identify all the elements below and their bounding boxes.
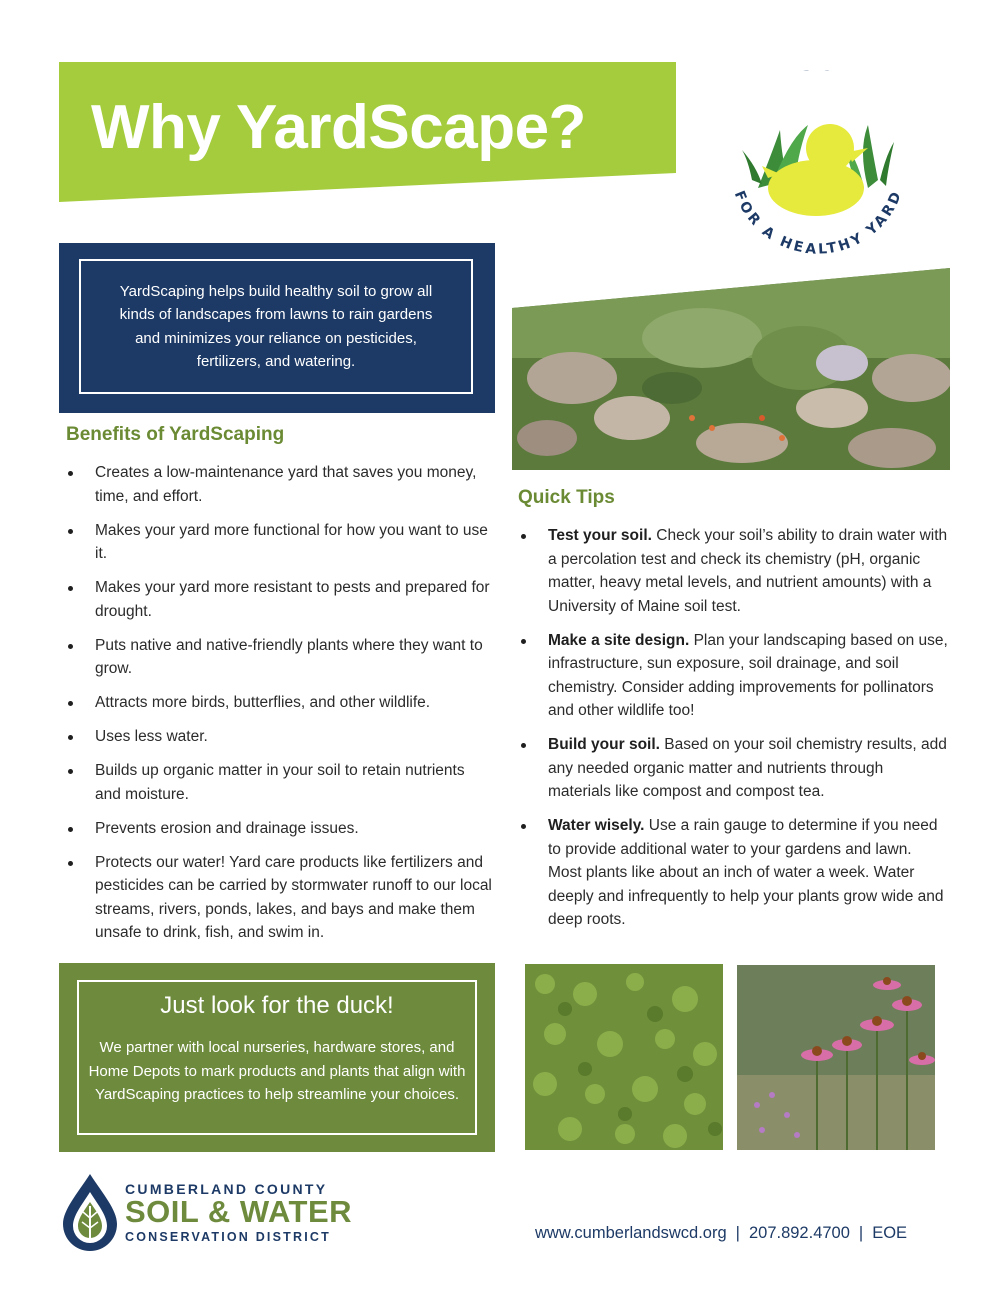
duck-callout-text: We partner with local nurseries, hardware stores, and Home Depots to mark products and plants that align with YardScaping practices to help streamline your choices.	[88, 1039, 466, 1103]
list-item	[519, 814, 949, 932]
list-item	[519, 524, 949, 618]
quick-tips-heading: Quick Tips	[518, 487, 615, 508]
clover-photo	[525, 964, 723, 1150]
list-item: Makes your yard more resistant to pests and prepared for drought.	[66, 576, 492, 623]
list-item	[519, 733, 949, 804]
bullet-icon	[68, 471, 73, 476]
title-banner	[59, 62, 676, 202]
separator: |	[858, 1224, 864, 1242]
benefits-heading: Benefits of YardScaping	[66, 424, 285, 445]
intro-text: YardScaping helps build healthy soil to grow all kinds of landscapes from lawns to rain gardens and minimizes your reliance on pesticides, fertilizers, and watering.	[119, 282, 433, 370]
list-item: Creates a low-maintenance yard that saves you money, time, and effort.	[66, 461, 492, 508]
list-item: Makes your yard more functional for how you want to use it.	[66, 519, 492, 566]
logo-arc-top	[718, 70, 893, 76]
tip-text: Check your soil’s ability to drain water with a percolation test and check its chemistry (pH, organic matter, heavy metal levels, and nutrient amounts) with a University of Maine soil test.	[548, 527, 948, 615]
coneflower-photo	[737, 965, 935, 1150]
bullet-icon	[68, 827, 73, 832]
duck-callout-heading: Just look for the duck!	[160, 992, 394, 1019]
tip-title: Test your soil.	[548, 527, 652, 544]
intro-box	[59, 243, 495, 413]
eoe-label: EOE	[872, 1224, 908, 1242]
bullet-icon	[521, 639, 526, 644]
tip-title: Make a site design.	[548, 631, 690, 649]
footer-contact	[535, 1224, 945, 1243]
bullet-icon	[68, 644, 73, 649]
quick-tips-list	[519, 524, 949, 942]
district-logo	[61, 1172, 351, 1252]
tip-title: Water wisely.	[548, 817, 645, 834]
district-name-line1: CUMBERLAND COUNTY	[125, 1181, 328, 1197]
yardscape-logo	[718, 70, 914, 260]
bullet-icon	[68, 861, 73, 866]
website-link[interactable]: www.cumberlandswcd.org	[535, 1224, 727, 1242]
bullet-icon	[68, 529, 73, 534]
district-name-line2: SOIL & WATER	[125, 1194, 353, 1229]
list-item: Protects our water! Yard care products like fertilizers and pesticides can be carried by stormwater runoff to our local streams, rivers, ponds, lakes, and bays and make them unsafe to drink, fish, and swim in.	[66, 851, 492, 945]
bullet-icon	[68, 769, 73, 774]
page-title: Why YardScape?	[91, 93, 586, 162]
tip-text: Plan your landscaping based on use, infrastructure, sun exposure, soil drainage, and soil chemistry. Consider adding improvements for pollinators and other wildlife too!	[548, 631, 948, 719]
list-item: Builds up organic matter in your soil to retain nutrients and moisture.	[66, 759, 492, 806]
rock-garden-photo	[512, 268, 950, 470]
bullet-icon	[521, 824, 526, 829]
tip-text: Use a rain gauge to determine if you need to provide additional water to your gardens and lawn. Most plants like about an inch of water a week. Water deeply and infrequently to help your plants grow wide and deep roots.	[548, 817, 944, 928]
list-item	[519, 629, 949, 723]
bullet-icon	[521, 534, 526, 539]
list-item: Puts native and native-friendly plants where they want to grow.	[66, 634, 492, 681]
list-item: Uses less water.	[66, 725, 492, 749]
bullet-icon	[68, 735, 73, 740]
list-item: Prevents erosion and drainage issues.	[66, 817, 492, 841]
separator: |	[735, 1224, 740, 1242]
tip-title: Build your soil.	[548, 736, 660, 753]
logo-arc-bottom: FOR A HEALTHY YARD	[730, 188, 906, 258]
district-name-line3: CONSERVATION DISTRICT	[125, 1230, 331, 1244]
bullet-icon	[68, 701, 73, 706]
tip-text: Based on your soil chemistry results, add any needed organic matter and nutrients through materials like compost and compost tea.	[548, 736, 947, 800]
bullet-icon	[68, 586, 73, 591]
bullet-icon	[521, 743, 526, 748]
phone-number: 207.892.4700	[748, 1224, 850, 1242]
leaf-drop-icon	[61, 1172, 119, 1252]
benefits-list	[66, 461, 492, 955]
duck-callout-box	[59, 963, 495, 1152]
list-item: Attracts more birds, butterflies, and other wildlife.	[66, 691, 492, 715]
